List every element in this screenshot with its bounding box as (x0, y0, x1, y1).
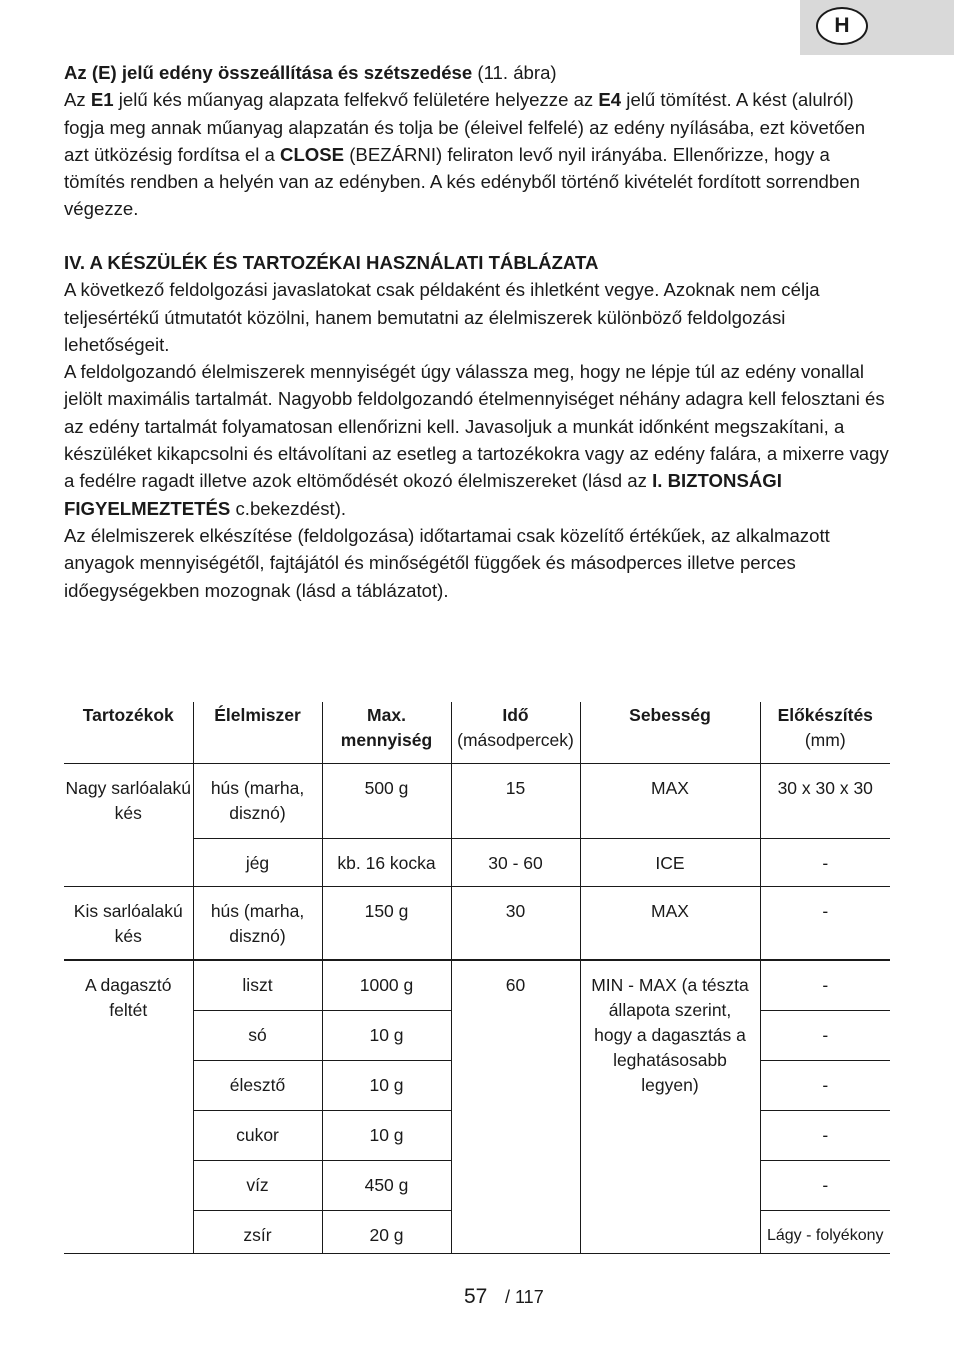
cell-kneader-speed: MIN - MAX (a tészta állapota szerint, hogy a dagasztás a leghatásosabb legyen) (580, 960, 760, 1254)
cell-speed: ICE (580, 839, 760, 887)
page-total: / 117 (505, 1287, 544, 1307)
cell-speed: MAX (580, 887, 760, 961)
cell-food: jég (193, 839, 322, 887)
table-row (64, 764, 890, 839)
cell-prep: - (760, 1111, 890, 1161)
cell-prep: - (760, 960, 890, 1011)
cell-prep: - (760, 1011, 890, 1061)
usage-quantity-paragraph: A feldolgozandó élelmiszerek mennyiségét úgy válassza meg, hogy ne lépje túl az edény vonallal jelölt maximális tartalmát. Nagyobb feldolgozandó ételmennyiséget néhány adagra kell felosztani és az edény tartalmát folyamatosan ellenőrizni kell. Javasoljuk a munkát időnként megszakítani, a készüléket kikapcsolni és eltávolítani az esetleg a tartozékokra vagy az edény falára, a mixerre vagy a fedélre ragadt illetve azok eltömődését okozó élelmiszereket (lásd az I. BIZTONSÁGI FIGYELMEZTETÉS c.bekezdést). (64, 361, 889, 519)
cell-amount: 500 g (322, 764, 451, 839)
cell-amount: 10 g (322, 1111, 451, 1161)
assembly-section (64, 59, 894, 223)
usage-section (64, 249, 894, 604)
cell-time: 15 (451, 764, 580, 839)
table-row (64, 887, 890, 961)
usage-heading: IV. A KÉSZÜLÉK ÉS TARTOZÉKAI HASZNÁLATI TÁBLÁZATA (64, 252, 599, 273)
cell-amount: 1000 g (322, 960, 451, 1011)
table-header-row (64, 702, 890, 764)
cell-amount: 20 g (322, 1211, 451, 1254)
cell-food: zsír (193, 1211, 322, 1254)
cell-amount: 450 g (322, 1161, 451, 1211)
header-speed: Sebesség (580, 702, 760, 764)
table-row (64, 960, 890, 1011)
header-prep: Előkészítés (mm) (760, 702, 890, 764)
assembly-paragraph: Az (E) jelű edény összeállítása és szétszedése (11. ábra) Az E1 jelű kés műanyag alapzata felfekvő felületére helyezze az E4 jelű tömítést. A kést (alulról) fogja meg annak műanyag alapzatán és tolja be (éleivel felfelé) az edény nyílásába, ezt követően azt ütközésig fordítsa el a CLOSE (BEZÁRNI) feliraton levő nyil irányába. Ellenőrizze, hogy a tömítés rendben a helyén van az edényben. A kés edényből történő kivételét fordított sorrendben végezze. (64, 62, 866, 220)
language-tab (800, 0, 954, 55)
header-time: Idő (másodpercek) (451, 702, 580, 764)
cell-prep: - (760, 839, 890, 887)
cell-prep: - (760, 1161, 890, 1211)
cell-amount: 10 g (322, 1011, 451, 1061)
cell-kneader: A dagasztó feltét (64, 960, 193, 1254)
cell-food: víz (193, 1161, 322, 1211)
cell-prep: - (760, 887, 890, 961)
language-badge: H (816, 7, 868, 45)
cell-amount: 10 g (322, 1061, 451, 1111)
usage-time-paragraph: Az élelmiszerek elkészítése (feldolgozása) időtartamai csak közelítő értékűek, az alkalmazott anyagok mennyiségétől, fajtájától és minőségétől függőek és másodperces illetve perces időegységekben mozognak (lásd a táblázatot). (64, 524, 830, 601)
cell-kneader-time: 60 (451, 960, 580, 1254)
header-max: Max. mennyiség (322, 702, 451, 764)
cell-amount: 150 g (322, 887, 451, 961)
cell-small-knife: Kis sarlóalakú kés (64, 887, 193, 961)
cell-food: cukor (193, 1111, 322, 1161)
cell-time: 30 - 60 (451, 839, 580, 887)
cell-food: hús (marha, disznó) (193, 764, 322, 839)
cell-prep: - (760, 1061, 890, 1111)
cell-large-knife: Nagy sarlóalakú kés (64, 764, 193, 887)
cell-speed: MAX (580, 764, 760, 839)
header-accessories: Tartozékok (82, 705, 174, 725)
assembly-title: Az (E) jelű edény összeállítása és szétszedése (64, 62, 473, 83)
cell-food: só (193, 1011, 322, 1061)
cell-amount: kb. 16 kocka (322, 839, 451, 887)
cell-prep: Lágy - folyékony (760, 1211, 890, 1254)
cell-food: élesztő (193, 1061, 322, 1111)
cell-time: 30 (451, 887, 580, 961)
usage-intro-paragraph: A következő feldolgozási javaslatokat csak példaként és ihletként vegye. Azoknak nem célja teljesértékű útmutatót közölni, hanem bemutatni az élelmiszerek különböző feldolgozási lehetőségeit. (64, 279, 820, 355)
cell-prep: 30 x 30 x 30 (760, 764, 890, 839)
header-food: Élelmiszer (193, 702, 322, 764)
usage-table (64, 702, 890, 1254)
page-number: 57 (464, 1285, 488, 1308)
cell-food: liszt (193, 960, 322, 1011)
cell-food: hús (marha, disznó) (193, 887, 322, 961)
